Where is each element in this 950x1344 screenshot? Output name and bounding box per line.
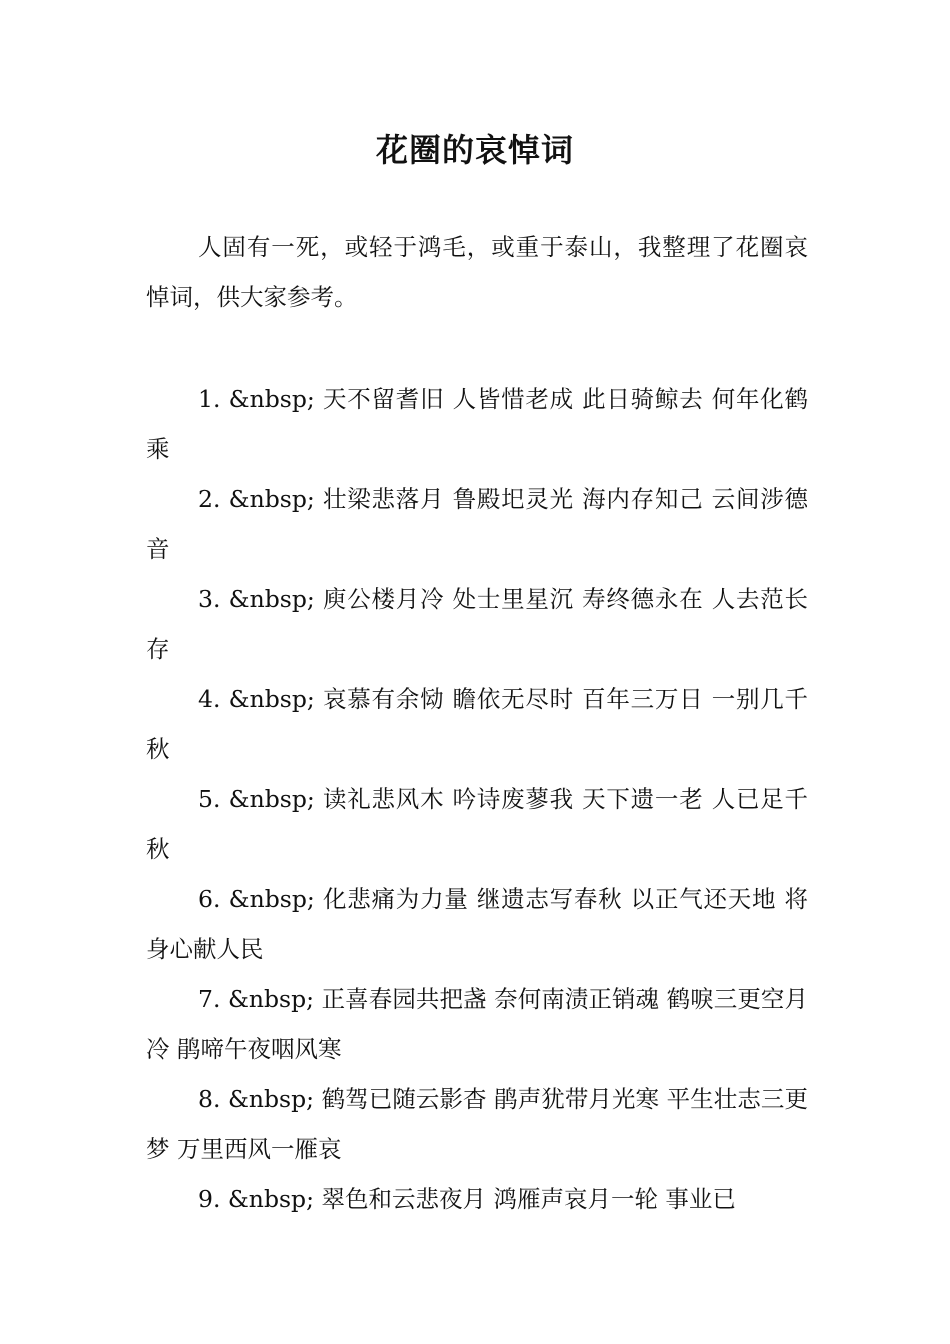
list-item: 9. &nbsp; 翠色和云悲夜月 鸿雁声哀月一轮 事业已 (198, 1185, 736, 1213)
list-item: 6. &nbsp; 化悲痛为力量 继遗志写春秋 以正气还天地 将身心献人民 (146, 885, 808, 963)
list-item: 7. &nbsp; 正喜春园共把盏 奈何南渍正销魂 鹤唳三更空月冷 鹃啼午夜咽风寒 (146, 985, 808, 1063)
list-item: 5. &nbsp; 读礼悲风木 吟诗废蓼我 天下遗一老 人已足千秋 (146, 785, 808, 863)
intro-paragraph: 人固有一死，或轻于鸿毛，或重于泰山，我整理了花圈哀悼词，供大家参考。 (146, 233, 808, 311)
elegy-list (146, 374, 808, 1224)
list-item: 8. &nbsp; 鹤驾已随云影杳 鹃声犹带月光寒 平生壮志三更梦 万里西风一雁哀 (146, 1085, 808, 1163)
list-item: 2. &nbsp; 壮梁悲落月 鲁殿圯灵光 海内存知己 云间涉德音 (146, 485, 808, 563)
page-title: 花圈的哀悼词 (375, 131, 574, 169)
list-item: 4. &nbsp; 哀慕有余恸 瞻依无尽时 百年三万日 一别几千秋 (146, 685, 808, 763)
list-item: 3. &nbsp; 庾公楼月冷 处士里星沉 寿终德永在 人去范长存 (146, 585, 808, 663)
list-item: 1. &nbsp; 天不留耆旧 人皆惜老成 此日骑鲸去 何年化鹤乘 (146, 385, 808, 463)
